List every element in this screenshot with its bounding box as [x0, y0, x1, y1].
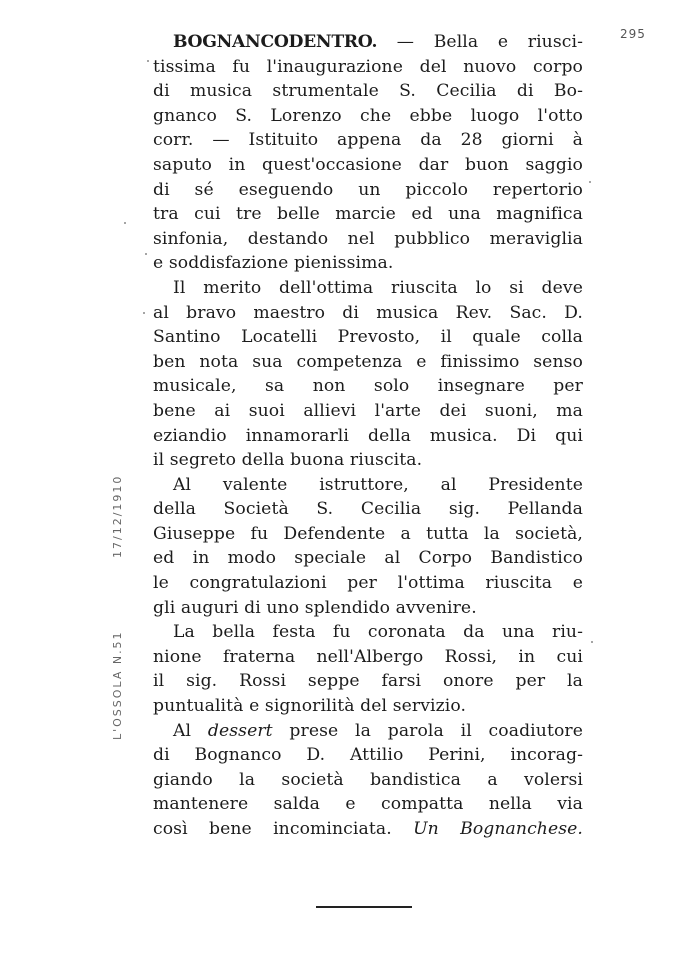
article-line: saputo in quest'occasione dar buon saggio — [153, 154, 583, 175]
article-line: tra cui tre belle marcie ed una magnifica — [153, 204, 583, 225]
article-line: Santino Locatelli Prevosto, il quale colla — [153, 327, 583, 348]
article-signature: Un Bognanchese. — [413, 819, 583, 839]
article-line: eziandio innamorarli della musica. Di qui — [153, 425, 583, 446]
article-line: tissima fu l'inaugurazione del nuovo corpo — [153, 56, 583, 77]
article-line: sinfonia, destando nel pubblico meraviglia — [153, 228, 583, 249]
article-line: mantenere salda e compatta nella via — [153, 794, 583, 815]
newspaper-article — [153, 30, 583, 842]
page-number: 295 — [620, 27, 646, 41]
article-headline: BOGNANCODENTRO. — [173, 32, 378, 52]
article-line: le congratulazioni per l'ottima riuscita e — [153, 573, 583, 594]
scan-speck — [145, 253, 147, 255]
article-line: BOGNANCODENTRO. — Bella e riusci- — [173, 32, 583, 52]
article-line: Giuseppe fu Defendente a tutta la società, — [153, 523, 583, 544]
article-line: di musica strumentale S. Cecilia di Bo- — [153, 81, 583, 102]
article-line: La bella festa fu coronata da una riu- — [173, 622, 583, 643]
article-line: ben nota sua competenza e finissimo senso — [153, 351, 583, 372]
margin-date-stamp: 17/12/1910 — [111, 474, 124, 558]
scan-speck — [124, 222, 126, 224]
article-line: gli auguri di uno splendido avvenire. — [153, 597, 477, 618]
article-line: della Società S. Cecilia sig. Pellanda — [153, 499, 583, 520]
article-line: Il merito dell'ottima riuscita lo si deve — [173, 277, 583, 298]
scan-speck — [591, 641, 593, 643]
article-line: il sig. Rossi seppe farsi onore per la — [153, 671, 583, 692]
article-line: nione fraterna nell'Albergo Rossi, in cui — [153, 646, 583, 667]
scan-speck — [143, 312, 145, 314]
article-line: il segreto della buona riuscita. — [153, 450, 423, 471]
article-line: giando la società bandistica a volersi — [153, 769, 583, 790]
article-line: di sé eseguendo un piccolo repertorio — [153, 179, 583, 200]
article-line: puntualità e signorilità del servizio. — [153, 696, 467, 717]
scan-speck — [147, 60, 149, 62]
article-line: musicale, sa non solo insegnare per — [153, 376, 583, 397]
scan-speck — [589, 181, 591, 183]
article-line: Al dessert prese la parola il coadiutore — [173, 720, 583, 741]
article-line: corr. — Istituito appena da 28 giorni à — [153, 130, 583, 151]
article-line: gnanco S. Lorenzo che ebbe luogo l'otto — [153, 105, 583, 126]
article-line: così bene incominciata. Un Bognanchese. — [153, 819, 583, 839]
italic-word: dessert — [207, 720, 273, 741]
article-line: bene ai suoi allievi l'arte dei suoni, ma — [153, 400, 583, 421]
article-line: Al valente istruttore, al Presidente — [173, 474, 583, 495]
article-line: e soddisfazione pienissima. — [153, 253, 394, 274]
article-line: ed in modo speciale al Corpo Bandistico — [153, 548, 583, 569]
article-line: al bravo maestro di musica Rev. Sac. D. — [153, 302, 583, 323]
margin-source-stamp: L'OSSOLA N.51 — [111, 630, 124, 740]
end-of-article-rule — [316, 906, 412, 908]
article-line: di Bognanco D. Attilio Perini, incorag- — [153, 745, 583, 766]
